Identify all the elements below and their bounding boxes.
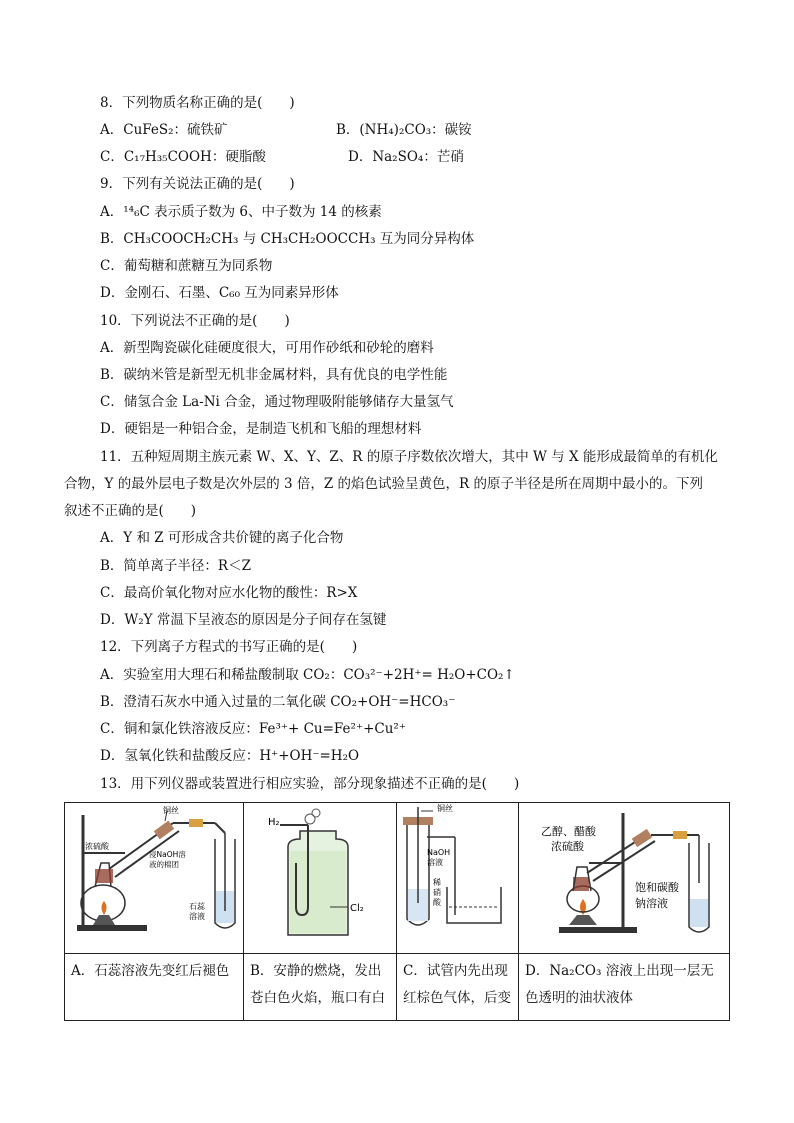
label-a-acid: 浓硫酸 xyxy=(85,842,109,851)
q11-option-d: D．W₂Y 常温下呈液态的原因是分子间存在氢键 xyxy=(100,612,387,628)
label-a-cotton-2: 液的棉团 xyxy=(149,860,179,869)
q9-option-c: C．葡萄糖和蔗糖互为同系物 xyxy=(100,258,273,274)
q12-stem: 12．下列离子方程式的书写正确的是( ) xyxy=(100,639,358,655)
caption-c: C．试管内先出现红棕色气体，后变 xyxy=(397,954,519,1021)
apparatus-a-figure xyxy=(65,803,244,943)
q13-stem: 13．用下列仪器或装置进行相应实验，部分现象描述不正确的是( ) xyxy=(100,776,520,792)
label-d-solution-1: 饱和碳酸 xyxy=(635,881,679,894)
label-c-copper: 铜丝 xyxy=(437,804,453,813)
label-a-cotton-1: 浸NaOH溶 xyxy=(149,850,186,859)
label-c-acid-2: 硝 xyxy=(433,888,441,897)
figure-d-cell xyxy=(519,803,730,954)
label-c-naoh-1: NaOH xyxy=(427,848,451,857)
q11-stem-line3: 叙述不正确的是( ) xyxy=(64,503,197,519)
label-c-acid-1: 稀 xyxy=(433,878,441,887)
label-d-reagents-2: 浓硫酸 xyxy=(551,840,584,853)
q12-option-d: D．氢氧化铁和盐酸反应：H⁺+OH⁻=H₂O xyxy=(100,748,360,764)
apparatus-b-figure xyxy=(244,803,397,943)
q10-option-c: C．储氢合金 La-Ni 合金，通过物理吸附能够储存大量氢气 xyxy=(100,394,454,410)
q12-option-a: A．实验室用大理石和稀盐酸制取 CO₂：CO₃²⁻+2H⁺= H₂O+CO₂↑ xyxy=(100,667,515,683)
label-d-reagents-1: 乙醇、醋酸 xyxy=(541,825,596,838)
q8-option-b: B．(NH₄)₂CO₃：碳铵 xyxy=(336,122,472,138)
label-a-litmus-1: 石蕊 xyxy=(189,902,205,911)
q8-option-c: C．C₁₇H₃₅COOH：硬脂酸 xyxy=(100,149,266,165)
q12-option-b: B．澄清石灰水中通入过量的二氧化碳 CO₂+OH⁻=HCO₃⁻ xyxy=(100,694,456,710)
q11-option-c: C．最高价氧化物对应水化物的酸性：R>X xyxy=(100,585,358,601)
q11-option-a: A．Y 和 Z 可形成含共价键的离子化合物 xyxy=(100,530,344,546)
label-a-copper: 铜丝 xyxy=(163,806,179,815)
figure-c-cell xyxy=(397,803,519,954)
q8-stem: 8．下列物质名称正确的是( ) xyxy=(100,95,295,111)
apparatus-d-figure xyxy=(519,803,730,943)
label-d-solution-2: 钠溶液 xyxy=(635,897,668,910)
q11-stem-line2: 合物，Y 的最外层电子数是次外层的 3 倍，Z 的焰色试验呈黄色，R 的原子半径是所在周期中最小的。下列 xyxy=(64,476,704,492)
q12-option-c: C．铜和氯化铁溶液反应：Fe³⁺+ Cu=Fe²⁺+Cu²⁺ xyxy=(100,721,406,737)
q11-option-b: B．简单离子半径：R＜Z xyxy=(100,558,251,574)
label-b-cl2: Cl₂ xyxy=(350,903,364,914)
q8-option-a: A．CuFeS₂：硫铁矿 xyxy=(100,122,228,138)
q9-option-b: B．CH₃COOCH₂CH₃ 与 CH₃CH₂OOCCH₃ 互为同分异构体 xyxy=(100,231,475,247)
q9-option-d: D．金刚石、石墨、C₆₀ 互为同素异形体 xyxy=(100,285,339,301)
q10-option-a: A．新型陶瓷碳化硅硬度很大，可用作砂纸和砂轮的磨料 xyxy=(100,340,434,356)
figure-b-cell xyxy=(244,803,397,954)
q8-option-d: D．Na₂SO₄：芒硝 xyxy=(348,149,464,165)
label-c-acid-3: 酸 xyxy=(433,898,441,907)
q10-option-d: D．硬铝是一种铝合金，是制造飞机和飞船的理想材料 xyxy=(100,421,422,437)
q13-apparatus-table xyxy=(64,802,730,1021)
caption-a: A．石蕊溶液先变红后褪色 xyxy=(65,954,244,1021)
label-c-naoh-2: 溶液 xyxy=(427,858,443,867)
caption-b: B．安静的燃烧，发出苍白色火焰，瓶口有白 xyxy=(244,954,397,1021)
q10-stem: 10．下列说法不正确的是( ) xyxy=(100,313,290,329)
figure-a-cell xyxy=(65,803,244,954)
label-a-litmus-2: 溶液 xyxy=(189,912,205,921)
caption-d: D．Na₂CO₃ 溶液上出现一层无色透明的油状液体 xyxy=(519,954,730,1021)
q9-option-a: A．¹⁴₆C 表示质子数为 6、中子数为 14 的核素 xyxy=(100,204,382,220)
q9-stem: 9．下列有关说法正确的是( ) xyxy=(100,176,295,192)
q11-stem-line1: 11．五种短周期主族元素 W、X、Y、Z、R 的原子序数依次增大，其中 W 与 X 能形成最简单的有机化 xyxy=(100,449,718,465)
q10-option-b: B．碳纳米管是新型无机非金属材料，具有优良的电学性能 xyxy=(100,367,448,383)
label-b-h2: H₂ xyxy=(268,817,280,828)
apparatus-c-figure xyxy=(397,803,519,943)
